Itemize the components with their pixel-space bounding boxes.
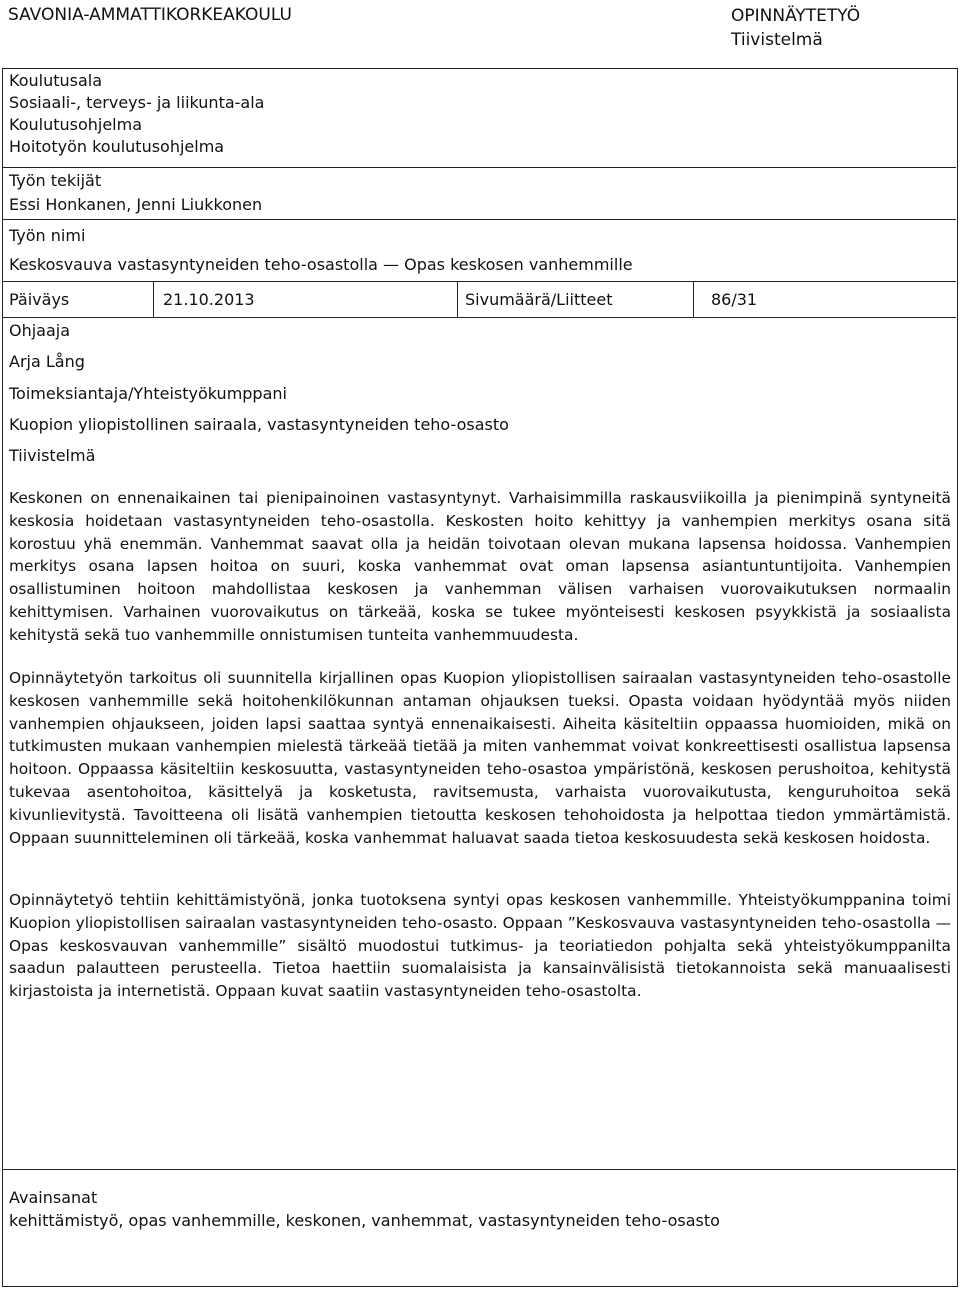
degree-programme-label: Koulutusohjelma — [9, 115, 143, 134]
divider — [3, 167, 956, 168]
keywords-label: Avainsanat — [9, 1188, 98, 1207]
page-count-label: Sivumäärä/Liitteet — [465, 290, 613, 309]
degree-programme-value: Hoitotyön koulutusohjelma — [9, 137, 225, 156]
supervisor-value: Arja Lång — [9, 352, 85, 371]
supervisor-label: Ohjaaja — [9, 321, 71, 340]
date-value: 21.10.2013 — [163, 290, 255, 309]
authors-block — [9, 169, 262, 217]
authors-label: Työn tekijät — [9, 171, 102, 190]
abstract-paragraph: Opinnäytetyön tarkoitus oli suunnitella kirjallinen opas Kuopion yliopistollisen sairaalan vastasyntyneiden teho-osastolle keskosen vanhemmille sekä hoitohenkilökunnan antaman ohjauksen tueksi. Opasta voidaan hyödyntää myös niiden vanhempien ohjaukseen, joiden lapsi saattaa syntyä ennenaikaisesti. Aiheita käsiteltiin oppaassa huomioiden, mikä on tutkimusten mukaan vanhempien mielestä tärkeää tietää ja miten vanhemmat voivat konkreettisesti osallistua lapsensa hoitoon. Oppaassa käsiteltiin keskosuutta, vastasyntyneiden teho-osastoa ympäristönä, keskosen perushoitoa, kehitystä tukevaa asentohoitoa, käsittelyä ja kosketusta, ravitsemusta, varhaista vuorovaikutusta, kenguruhoitoa sekä kivunlievitystä. Tavoitteena oli lisätä vanhempien tietoutta keskosen tehohoidosta ja helpottaa tiedon ymmärtämistä. Oppaan suunnitteleminen oli tärkeää, koska vanhemmat haluavat saada tietoa keskosuudesta sekä keskosen hoidosta. — [9, 669, 951, 847]
divider — [3, 317, 956, 318]
divider — [457, 281, 458, 317]
page-count-value: 86/31 — [711, 290, 758, 309]
document-type-subtitle: Tiivistelmä — [731, 30, 823, 50]
authors-value: Essi Honkanen, Jenni Liukkonen — [9, 195, 263, 214]
abstract-label: Tiivistelmä — [9, 446, 96, 465]
divider — [153, 281, 154, 317]
divider — [693, 281, 694, 317]
commissioner-label: Toimeksiantaja/Yhteistyökumppani — [9, 384, 287, 403]
keywords-value: kehittämistyö, opas vanhemmille, keskonen, vanhemmat, vastasyntyneiden teho-osasto — [9, 1211, 720, 1230]
divider — [3, 1169, 956, 1170]
date-label: Päiväys — [9, 290, 70, 309]
study-field-label: Koulutusala — [9, 71, 103, 90]
document-type-title: OPINNÄYTETYÖ — [731, 6, 861, 26]
divider — [3, 281, 956, 282]
abstract-paragraph: Keskonen on ennenaikainen tai pienipainoinen vastasyntynyt. Varhaisimmilla raskausviikoilla ja pienimpinä syntyneitä keskosia hoidetaan vastasyntyneiden teho-osastolla. Keskosten hoito kehittyy ja vanhempien merkitys osana sitä korostuu yhä enemmän. Vanhemmat saavat olla ja heidän toivotaan olevan mukana lapsensa hoidossa. Vanhempien merkitys osana lapsen hoitoa on suuri, koska vanhemmat ovat oman lapsensa asiantuntuntijoita. Vanhempien osallistuminen hoitoon mahdollistaa keskosen ja vanhemman välisen varhaisen vuorovaikutuksen normaalin kehittymisen. Varhainen vuorovaikutus on tärkeää, koska se tukee myönteisesti keskosen psyykkistä ja sosiaalista kehitystä sekä tuo vanhemmille onnistumisen tunteita vanhemmuudesta. — [9, 489, 951, 644]
divider — [3, 219, 956, 220]
commissioner-value: Kuopion yliopistollinen sairaala, vastasyntyneiden teho-osasto — [9, 415, 509, 434]
study-field-block — [9, 70, 264, 158]
abstract-form — [2, 68, 958, 1287]
thesis-title-block — [9, 221, 633, 279]
abstract-paragraph: Opinnäytetyö tehtiin kehittämistyönä, jonka tuotoksena syntyi opas keskosen vanhemmille. Yhteistyökumppanina toimi Kuopion yliopistollisen sairaalan vastasyntyneiden teho-osasto. Oppaan ”Keskosvauva vastasyntyneiden teho-osastolla — Opas keskosvauvan vanhemmille” sisältö muodostui tutkimus- ja teoriatiedon pohjalta sekä yhteistyökumppanilta saadun palautteen perusteella. Tietoa haettiin suomalaisista ja kansainvälisistä tietokannoista sekä manuaalisesti kirjastoista ja internetistä. Oppaan kuvat saatiin vastasyntyneiden teho-osastolta. — [9, 891, 951, 1001]
thesis-title-value: Keskosvauva vastasyntyneiden teho-osastolla — Opas keskosen vanhemmille — [9, 255, 633, 274]
thesis-title-label: Työn nimi — [9, 226, 86, 245]
study-field-value: Sosiaali-, terveys- ja liikunta-ala — [9, 93, 265, 112]
document-type — [731, 4, 860, 52]
institution-name: SAVONIA-AMMATTIKORKEAKOULU — [8, 5, 292, 25]
